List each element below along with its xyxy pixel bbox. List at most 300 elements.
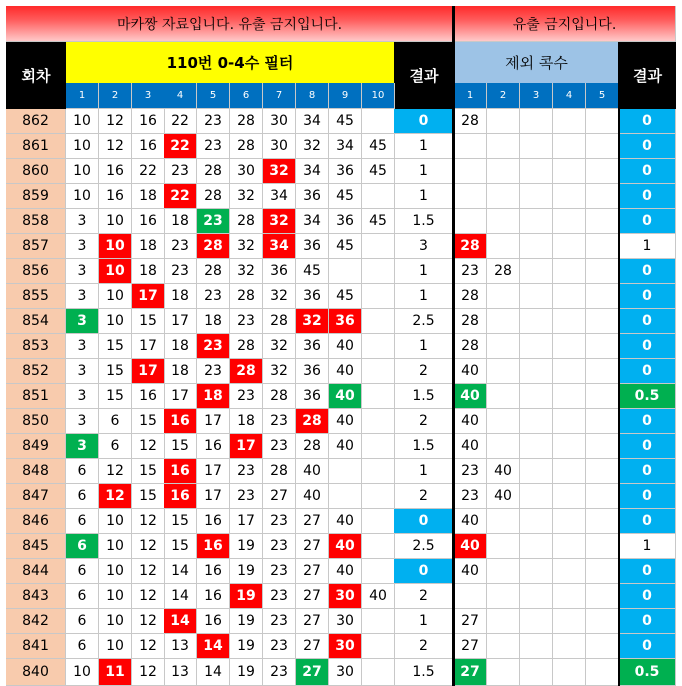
filter-number-cell: 28	[296, 434, 329, 459]
filter-number-cell: 18	[164, 359, 197, 384]
result2-column-header: 결과	[619, 42, 676, 109]
exclude-number-cell	[586, 109, 619, 134]
filter-number-cell: 6	[66, 634, 99, 659]
filter-number-cell: 36	[296, 234, 329, 259]
exclude-number-cell	[520, 334, 553, 359]
filter-number-cell: 16	[197, 559, 230, 584]
result-cell: 2	[394, 359, 454, 384]
exclude-number-cell: 40	[454, 359, 487, 384]
exclude-number-cell: 28	[454, 309, 487, 334]
exclude-number-cell	[553, 184, 586, 209]
exclude-number-cell	[553, 159, 586, 184]
filter-number-cell: 23	[263, 634, 296, 659]
exclude-number-cell	[487, 559, 520, 584]
round-number: 854	[6, 309, 66, 334]
filter-number-cell: 32	[296, 134, 329, 159]
exclude-number-cell: 40	[454, 409, 487, 434]
filter-number-cell: 30	[263, 134, 296, 159]
exclude-number-cell	[520, 434, 553, 459]
exclude-number-cell	[520, 459, 553, 484]
exclude-number-cell	[553, 609, 586, 634]
exclude-number-cell	[586, 284, 619, 309]
exclude-number-cell: 28	[454, 284, 487, 309]
filter-number-cell: 23	[230, 309, 263, 334]
filter-number-cell: 19	[230, 584, 263, 609]
filter-number-cell: 18	[132, 184, 165, 209]
filter-number-cell: 28	[197, 259, 230, 284]
filter-number-cell	[362, 634, 395, 659]
exclude-number-cell	[553, 409, 586, 434]
filter-number-cell: 40	[296, 484, 329, 509]
result2-cell: 0	[619, 484, 676, 509]
exclude-number-cell	[520, 559, 553, 584]
result2-cell: 0	[619, 559, 676, 584]
filter-number-cell: 17	[132, 284, 165, 309]
result2-cell: 0	[619, 409, 676, 434]
filter-number-cell: 28	[296, 409, 329, 434]
exclude-number-cell	[553, 559, 586, 584]
round-number: 847	[6, 484, 66, 509]
result2-cell: 0	[619, 134, 676, 159]
filter-number-cell: 10	[99, 234, 132, 259]
exclude-number-cell	[586, 209, 619, 234]
filter-number-cell: 15	[164, 509, 197, 534]
round-number: 853	[6, 334, 66, 359]
filter-number-cell: 28	[230, 209, 263, 234]
filter-number-cell: 18	[132, 234, 165, 259]
exclude-number-cell	[586, 384, 619, 409]
exclude-number-cell	[553, 334, 586, 359]
filter-number-cell: 10	[99, 609, 132, 634]
filter-number-cell: 28	[230, 109, 263, 134]
filter-number-cell	[362, 559, 395, 584]
filter-number-cell: 6	[66, 559, 99, 584]
filter-number-cell: 15	[132, 459, 165, 484]
filter-number-cell: 3	[66, 434, 99, 459]
round-number: 842	[6, 609, 66, 634]
filter-number-cell: 16	[197, 434, 230, 459]
result2-cell: 0	[619, 309, 676, 334]
filter-number-cell: 40	[296, 459, 329, 484]
filter-number-cell: 27	[296, 534, 329, 559]
filter-number-cell: 16	[164, 484, 197, 509]
filter-number-cell: 17	[132, 359, 165, 384]
filter-number-cell: 23	[263, 409, 296, 434]
exclude-number-cell	[487, 509, 520, 534]
round-number: 860	[6, 159, 66, 184]
filter-number-cell: 17	[197, 459, 230, 484]
filter-number-cell: 3	[66, 259, 99, 284]
filter-number-cell: 13	[164, 634, 197, 659]
filter-number-cell: 10	[66, 184, 99, 209]
exclude-number-cell	[487, 209, 520, 234]
exclude-number-cell	[553, 384, 586, 409]
filter-number-cell: 17	[230, 434, 263, 459]
title-banner-left: 마카짱 자료입니다. 유출 금지입니다.	[6, 6, 454, 42]
exclude-number-cell	[454, 159, 487, 184]
result2-cell: 1	[619, 534, 676, 559]
exclude-number-cell	[586, 134, 619, 159]
filter-number-cell: 10	[66, 134, 99, 159]
round-number: 844	[6, 559, 66, 584]
filter-number-cell: 12	[132, 559, 165, 584]
filter-number-cell: 30	[263, 109, 296, 134]
filter-number-cell: 45	[329, 234, 362, 259]
filter-number-cell	[362, 434, 395, 459]
round-column-header: 회차	[6, 42, 66, 109]
filter-number-cell: 28	[197, 234, 230, 259]
filter-number-cell	[362, 534, 395, 559]
filter-column-number: 9	[329, 83, 362, 109]
filter-number-cell	[362, 259, 395, 284]
exclude-number-cell	[553, 634, 586, 659]
exclude-number-cell: 28	[454, 234, 487, 259]
filter-number-cell: 3	[66, 234, 99, 259]
exclude-number-cell: 28	[454, 109, 487, 134]
exclude-number-cell	[487, 234, 520, 259]
filter-number-cell	[329, 259, 362, 284]
filter-number-cell: 6	[66, 534, 99, 559]
exclude-number-cell	[487, 434, 520, 459]
exclude-column-number: 2	[487, 83, 520, 109]
exclude-number-cell	[586, 509, 619, 534]
exclude-column-number: 3	[520, 83, 553, 109]
result-cell: 1.5	[394, 434, 454, 459]
exclude-number-cell	[553, 284, 586, 309]
exclude-number-cell	[553, 659, 586, 686]
exclude-number-cell	[487, 384, 520, 409]
filter-number-cell: 28	[197, 159, 230, 184]
filter-number-cell: 15	[99, 384, 132, 409]
round-number: 859	[6, 184, 66, 209]
section-divider-left	[452, 6, 455, 686]
filter-number-cell: 10	[99, 509, 132, 534]
filter-number-cell: 45	[362, 134, 395, 159]
exclude-number-cell: 23	[454, 484, 487, 509]
filter-number-cell: 16	[132, 209, 165, 234]
result2-cell: 0.5	[619, 659, 676, 686]
filter-number-cell: 28	[263, 384, 296, 409]
filter-number-cell: 32	[230, 234, 263, 259]
filter-number-cell: 36	[296, 334, 329, 359]
exclude-number-cell	[487, 134, 520, 159]
filter-number-cell: 40	[329, 509, 362, 534]
filter-number-cell: 23	[263, 534, 296, 559]
filter-number-cell	[362, 234, 395, 259]
filter-number-cell: 23	[197, 134, 230, 159]
filter-number-cell: 23	[197, 359, 230, 384]
filter-number-cell: 12	[99, 109, 132, 134]
filter-number-cell: 16	[164, 459, 197, 484]
filter-number-cell: 34	[263, 234, 296, 259]
round-number: 861	[6, 134, 66, 159]
filter-number-cell: 15	[132, 409, 165, 434]
exclude-number-cell	[586, 484, 619, 509]
filter-number-cell: 36	[296, 284, 329, 309]
filter-number-cell: 23	[197, 334, 230, 359]
result2-cell: 0	[619, 109, 676, 134]
filter-number-cell: 30	[329, 584, 362, 609]
filter-number-cell: 12	[132, 509, 165, 534]
exclude-number-cell	[553, 584, 586, 609]
filter-number-cell: 3	[66, 359, 99, 384]
result-cell: 1	[394, 609, 454, 634]
filter-number-cell	[362, 609, 395, 634]
exclude-number-cell	[487, 309, 520, 334]
exclude-number-cell	[586, 409, 619, 434]
filter-number-cell: 10	[66, 159, 99, 184]
result2-cell: 0	[619, 434, 676, 459]
exclude-number-cell	[520, 209, 553, 234]
filter-column-number: 8	[296, 83, 329, 109]
filter-number-cell: 32	[230, 259, 263, 284]
exclude-number-cell	[487, 609, 520, 634]
filter-number-cell: 16	[99, 159, 132, 184]
exclude-number-cell: 40	[487, 459, 520, 484]
filter-number-cell: 28	[230, 284, 263, 309]
result-cell: 1	[394, 284, 454, 309]
filter-column-number: 6	[230, 83, 263, 109]
filter-number-cell: 16	[197, 609, 230, 634]
exclude-number-cell: 23	[454, 259, 487, 284]
result2-cell: 0	[619, 509, 676, 534]
filter-number-cell: 23	[230, 484, 263, 509]
exclude-number-cell: 27	[454, 634, 487, 659]
filter-number-cell: 19	[230, 559, 263, 584]
filter-number-cell: 18	[164, 334, 197, 359]
exclude-number-cell	[520, 159, 553, 184]
filter-number-cell: 34	[296, 209, 329, 234]
filter-number-cell: 40	[329, 434, 362, 459]
filter-number-cell: 45	[329, 109, 362, 134]
exclude-number-cell	[487, 334, 520, 359]
filter-number-cell: 15	[99, 334, 132, 359]
filter-number-cell: 15	[132, 484, 165, 509]
exclude-number-cell	[586, 359, 619, 384]
filter-number-cell: 12	[99, 484, 132, 509]
filter-number-cell: 12	[132, 534, 165, 559]
round-number: 850	[6, 409, 66, 434]
filter-number-cell: 23	[263, 559, 296, 584]
filter-number-cell: 15	[164, 534, 197, 559]
exclude-number-cell	[586, 434, 619, 459]
filter-number-cell: 14	[164, 584, 197, 609]
filter-number-cell: 12	[132, 609, 165, 634]
filter-number-cell: 34	[296, 109, 329, 134]
exclude-number-cell	[553, 484, 586, 509]
filter-number-cell: 14	[197, 634, 230, 659]
filter-number-cell: 27	[263, 484, 296, 509]
exclude-number-cell	[586, 184, 619, 209]
filter-number-cell: 23	[164, 234, 197, 259]
filter-number-cell	[362, 459, 395, 484]
exclude-number-cell	[520, 109, 553, 134]
filter-number-cell: 16	[197, 534, 230, 559]
filter-number-cell: 36	[329, 209, 362, 234]
filter-number-cell: 6	[99, 434, 132, 459]
filter-number-cell: 45	[329, 284, 362, 309]
filter-number-cell: 10	[66, 659, 99, 686]
filter-number-cell: 6	[66, 509, 99, 534]
filter-number-cell: 40	[329, 359, 362, 384]
filter-number-cell: 28	[197, 184, 230, 209]
filter-number-cell: 15	[99, 359, 132, 384]
result-cell: 2	[394, 484, 454, 509]
filter-number-cell: 45	[329, 184, 362, 209]
filter-number-cell: 10	[99, 309, 132, 334]
filter-number-cell: 36	[296, 384, 329, 409]
exclude-number-cell	[487, 659, 520, 686]
exclude-number-cell	[520, 384, 553, 409]
exclude-number-cell	[520, 359, 553, 384]
filter-number-cell: 3	[66, 409, 99, 434]
filter-number-cell	[362, 109, 395, 134]
exclude-number-cell	[520, 509, 553, 534]
filter-number-cell: 34	[296, 159, 329, 184]
exclude-number-cell	[586, 309, 619, 334]
filter-number-cell: 18	[230, 409, 263, 434]
round-number: 843	[6, 584, 66, 609]
result2-cell: 0	[619, 359, 676, 384]
filter-number-cell: 6	[99, 409, 132, 434]
filter-number-cell	[362, 409, 395, 434]
exclude-number-cell	[520, 309, 553, 334]
filter-number-cell: 27	[296, 659, 329, 686]
filter-number-cell: 36	[329, 309, 362, 334]
filter-number-cell	[362, 284, 395, 309]
filter-number-cell: 10	[99, 209, 132, 234]
exclude-number-cell	[520, 484, 553, 509]
result2-cell: 0	[619, 209, 676, 234]
filter-column-number: 10	[362, 83, 395, 109]
exclude-number-cell	[586, 334, 619, 359]
filter-number-cell: 10	[99, 559, 132, 584]
result-cell: 1	[394, 259, 454, 284]
filter-number-cell: 17	[197, 484, 230, 509]
filter-number-cell: 18	[132, 259, 165, 284]
exclude-number-cell	[586, 584, 619, 609]
exclude-number-cell	[520, 259, 553, 284]
exclude-number-cell	[520, 584, 553, 609]
filter-number-cell: 6	[66, 484, 99, 509]
filter-column-number: 7	[263, 83, 296, 109]
filter-number-cell: 34	[329, 134, 362, 159]
round-number: 848	[6, 459, 66, 484]
filter-number-cell: 40	[329, 534, 362, 559]
exclude-number-cell: 40	[454, 534, 487, 559]
exclude-number-cell	[586, 634, 619, 659]
exclude-number-cell	[487, 159, 520, 184]
filter-column-number: 4	[164, 83, 197, 109]
exclude-number-cell: 27	[454, 659, 487, 686]
exclude-number-cell: 27	[454, 609, 487, 634]
filter-number-cell: 6	[66, 459, 99, 484]
filter-number-cell: 27	[296, 584, 329, 609]
result-column-header: 결과	[394, 42, 454, 109]
filter-number-cell: 16	[197, 509, 230, 534]
filter-number-cell	[362, 359, 395, 384]
filter-number-cell: 27	[296, 509, 329, 534]
filter-number-cell: 19	[230, 609, 263, 634]
filter-number-cell: 14	[164, 609, 197, 634]
filter-number-cell: 30	[230, 159, 263, 184]
filter-number-cell: 22	[164, 109, 197, 134]
filter-number-cell: 23	[164, 259, 197, 284]
filter-number-cell: 16	[132, 109, 165, 134]
filter-column-number: 2	[99, 83, 132, 109]
filter-number-cell: 28	[230, 334, 263, 359]
exclude-number-cell	[586, 159, 619, 184]
filter-number-cell: 45	[362, 209, 395, 234]
round-number: 862	[6, 109, 66, 134]
filter-number-cell: 13	[164, 659, 197, 686]
filter-number-cell: 12	[132, 584, 165, 609]
filter-number-cell: 14	[164, 559, 197, 584]
filter-number-cell: 3	[66, 209, 99, 234]
result-cell: 2.5	[394, 309, 454, 334]
exclude-number-cell	[454, 134, 487, 159]
filter-number-cell	[362, 484, 395, 509]
exclude-number-cell	[487, 634, 520, 659]
exclude-number-cell	[520, 534, 553, 559]
result2-cell: 1	[619, 234, 676, 259]
round-number: 846	[6, 509, 66, 534]
exclude-number-cell	[520, 634, 553, 659]
filter-number-cell: 16	[164, 409, 197, 434]
round-number: 849	[6, 434, 66, 459]
round-number: 845	[6, 534, 66, 559]
exclude-number-cell	[487, 409, 520, 434]
exclude-number-cell	[454, 184, 487, 209]
result2-cell: 0	[619, 634, 676, 659]
filter-number-cell: 28	[230, 134, 263, 159]
filter-number-cell: 34	[263, 184, 296, 209]
exclude-number-cell	[586, 459, 619, 484]
result2-cell: 0	[619, 334, 676, 359]
exclude-number-cell	[487, 584, 520, 609]
filter-number-cell: 16	[197, 584, 230, 609]
filter-number-cell: 16	[132, 134, 165, 159]
exclude-number-cell: 28	[454, 334, 487, 359]
filter-number-cell: 40	[329, 334, 362, 359]
result-cell: 1	[394, 334, 454, 359]
filter-number-cell: 17	[164, 309, 197, 334]
filter-number-cell: 12	[132, 434, 165, 459]
round-number: 858	[6, 209, 66, 234]
filter-number-cell: 6	[66, 584, 99, 609]
result2-cell: 0	[619, 259, 676, 284]
exclude-number-cell	[487, 284, 520, 309]
filter-number-cell	[362, 334, 395, 359]
filter-number-cell: 32	[263, 284, 296, 309]
filter-number-cell: 30	[329, 609, 362, 634]
round-number: 851	[6, 384, 66, 409]
result2-cell: 0	[619, 459, 676, 484]
filter-number-cell: 30	[329, 659, 362, 686]
exclude-number-cell	[553, 434, 586, 459]
filter-number-cell: 11	[99, 659, 132, 686]
filter-number-cell: 16	[132, 384, 165, 409]
filter-number-cell: 45	[362, 159, 395, 184]
filter-number-cell: 12	[99, 459, 132, 484]
filter-number-cell: 10	[99, 584, 132, 609]
exclude-number-cell	[553, 309, 586, 334]
result2-cell: 0	[619, 184, 676, 209]
exclude-number-cell	[553, 534, 586, 559]
filter-number-cell: 17	[164, 384, 197, 409]
exclude-number-cell	[553, 109, 586, 134]
filter-number-cell: 15	[132, 309, 165, 334]
